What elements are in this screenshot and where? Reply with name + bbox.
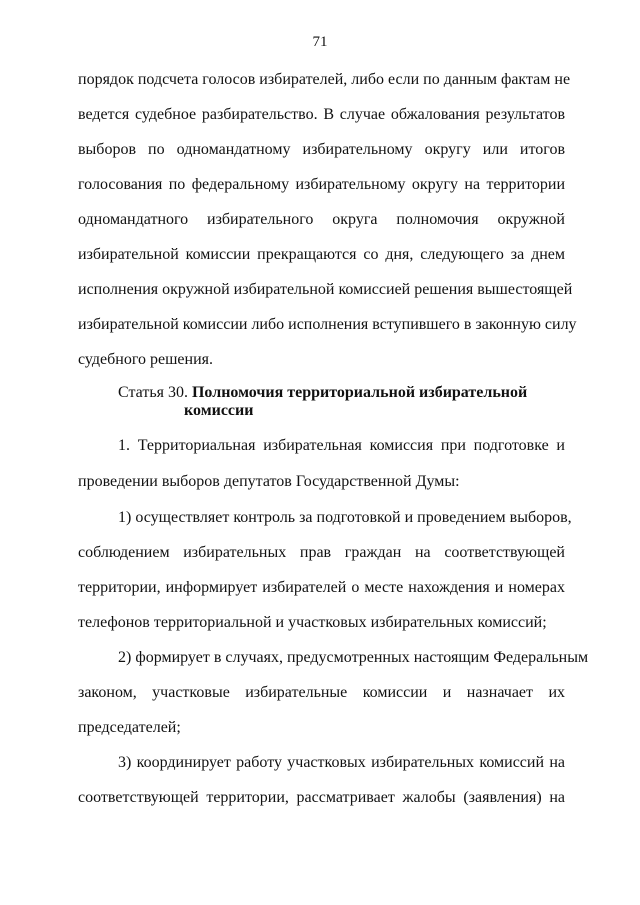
para1-line-1: порядок подсчета голосов избирателей, либо если по данным фактам не: [78, 71, 571, 88]
para1-line-7: исполнения окружной избирательной комиссией решения вышестоящей: [78, 281, 573, 298]
article-heading: [118, 384, 527, 402]
para1-line-2: ведется судебное разбирательство. В случае обжалования результатов: [78, 106, 565, 123]
para1-line-6: избирательной комиссии прекращаются со дня, следующего за днем: [78, 246, 565, 263]
para2-line-1: 1. Территориальная избирательная комиссия при подготовке и: [118, 437, 565, 454]
item1-line-3: территории, информирует избирателей о месте нахождения и номерах: [78, 579, 565, 596]
para1-line-4: голосования по федеральному избирательному округу на территории: [78, 176, 565, 193]
para2-line-2: проведении выборов депутатов Государственной Думы:: [78, 473, 460, 490]
article-title-line-2: комиссии: [184, 402, 254, 419]
page-number: 71: [312, 34, 328, 50]
item1-line-4: телефонов территориальной и участковых избирательных комиссий;: [78, 614, 547, 631]
item3-line-2: соответствующей территории, рассматривает жалобы (заявления) на: [78, 789, 565, 806]
para1-line-8: избирательной комиссии либо исполнения вступившего в законную силу: [78, 316, 577, 333]
item2-line-1: 2) формирует в случаях, предусмотренных настоящим Федеральным: [118, 649, 589, 666]
item1-line-2: соблюдением избирательных прав граждан на соответствующей: [78, 544, 565, 561]
para1-line-3: выборов по одномандатному избирательному округу или итогов: [78, 141, 565, 158]
item1-line-1: 1) осуществляет контроль за подготовкой и проведением выборов,: [118, 509, 572, 526]
para1-line-9: судебного решения.: [78, 351, 213, 368]
article-prefix: Статья 30.: [118, 384, 188, 401]
item3-line-1: 3) координирует работу участковых избирательных комиссий на: [118, 754, 565, 771]
article-title-line-1: Полномочия территориальной избирательной: [191, 384, 528, 401]
item2-line-3: председателей;: [78, 719, 181, 736]
item2-line-2: законом, участковые избирательные комиссии и назначает их: [78, 684, 565, 701]
para1-line-5: одномандатного избирательного округа полномочия окружной: [78, 211, 565, 228]
